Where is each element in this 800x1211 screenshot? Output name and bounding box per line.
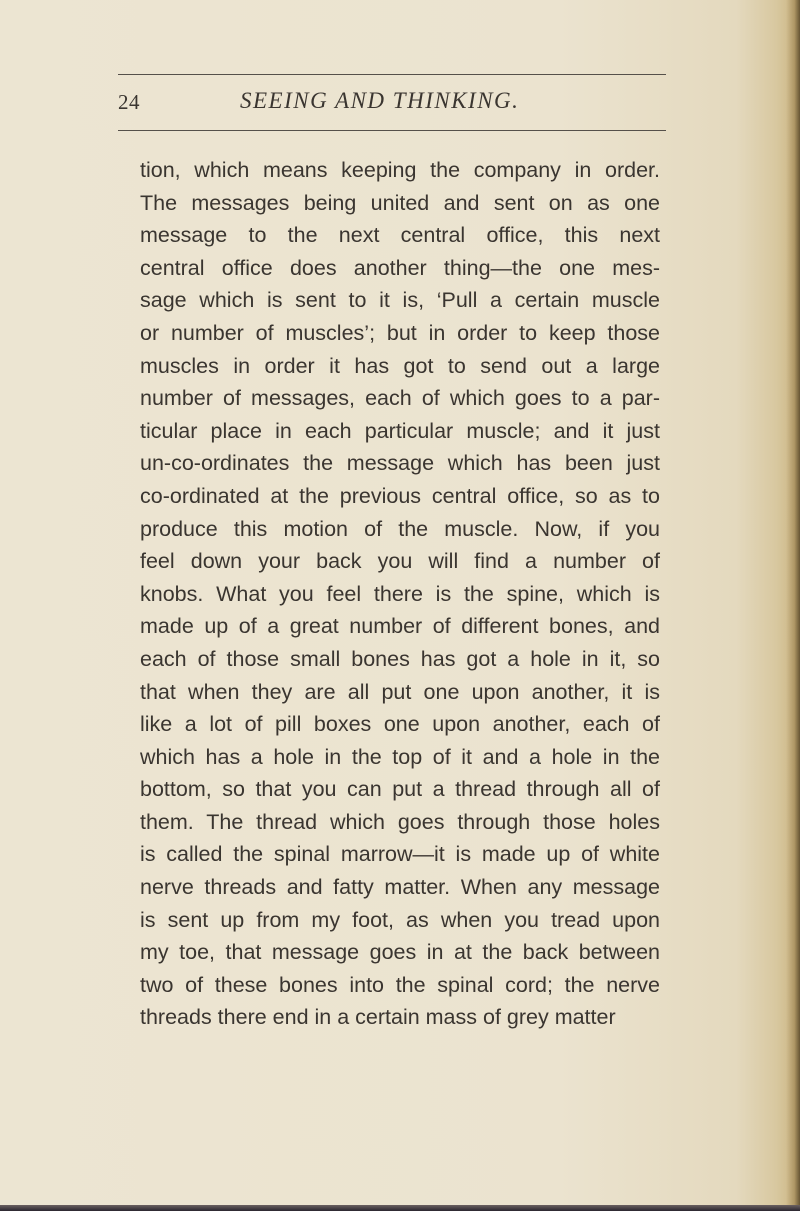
text-line: them. The thread which goes through those holes <box>140 809 660 834</box>
text-line: bottom, so that you can put a thread through all of <box>140 777 660 802</box>
page-header <box>118 88 666 122</box>
text-line: The messages being united and sent on as one <box>140 190 660 215</box>
page-number: 24 <box>118 90 140 114</box>
text-line: produce this motion of the muscle. Now, if you <box>140 516 660 541</box>
text-line: co-ordinated at the previous central office, so as to <box>140 483 660 508</box>
text-line: knobs. What you feel there is the spine, which is <box>140 581 660 606</box>
text-line: two of these bones into the spinal cord; the nerve <box>140 972 660 997</box>
text-line: nerve threads and fatty matter. When any message <box>140 875 660 900</box>
page-bottom-edge <box>0 1205 800 1211</box>
text-line: central office does another thing—the one mes- <box>140 255 660 280</box>
text-line: which has a hole in the top of it and a hole in the <box>140 744 660 769</box>
text-line: muscles in order it has got to send out a large <box>140 353 660 378</box>
text-line: that when they are all put one upon another, it is <box>140 679 660 704</box>
text-line: each of those small bones has got a hole in it, so <box>140 646 660 671</box>
text-line: like a lot of pill boxes one upon another, each of <box>140 712 660 737</box>
text-line: un-co-ordinates the message which has been just <box>140 451 660 476</box>
page-edge-shadow <box>786 0 800 1211</box>
body-text <box>140 154 660 1034</box>
text-line: feel down your back you will find a number of <box>140 549 660 574</box>
text-line: sage which is sent to it is, ‘Pull a certain muscle <box>140 288 660 313</box>
text-line: message to the next central office, this next <box>140 223 660 248</box>
text-line: tion, which means keeping the company in order. <box>140 158 660 182</box>
text-line: threads there end in a certain mass of grey matter <box>140 1005 616 1030</box>
text-line: my toe, that message goes in at the back between <box>140 940 660 965</box>
text-line: made up of a great number of different bones, and <box>140 614 660 639</box>
text-line: ticular place in each particular muscle; and it just <box>140 418 660 443</box>
top-rule <box>118 74 666 75</box>
running-head: SEEING AND THINKING. <box>240 88 520 113</box>
text-line: or number of muscles’; but in order to keep those <box>140 320 660 345</box>
text-line: is called the spinal marrow—it is made up of white <box>140 842 660 867</box>
text-line: number of messages, each of which goes to a par- <box>140 386 660 411</box>
header-rule <box>118 130 666 131</box>
text-line: is sent up from my foot, as when you tread upon <box>140 907 660 932</box>
